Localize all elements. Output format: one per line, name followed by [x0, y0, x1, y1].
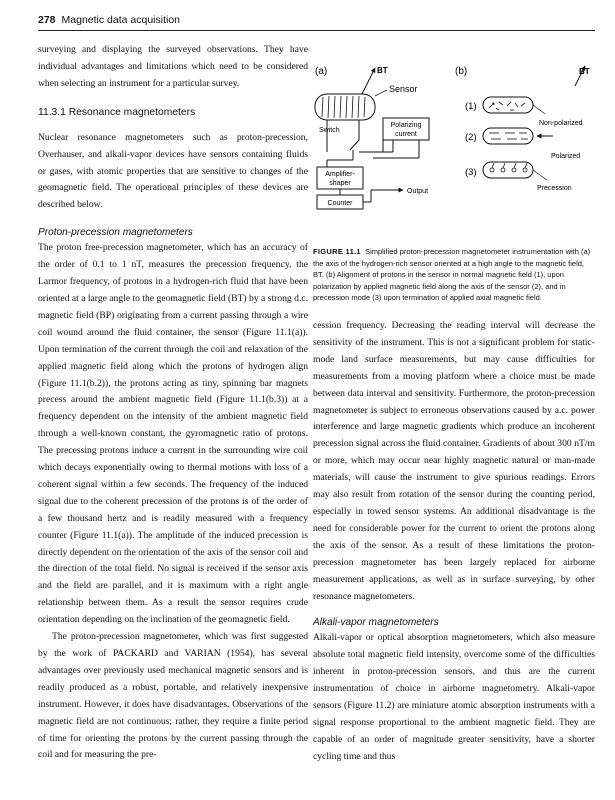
state-3-label: (3) — [465, 167, 477, 178]
running-header — [38, 14, 180, 26]
polarizing-label: Polarizing — [390, 122, 422, 129]
figure-caption — [313, 246, 595, 304]
intro-paragraph: surveying and displaying the surveyed observations. They have individual advantages and limitations which need to be considered when selecting an instrument for a particular survey. — [38, 44, 308, 89]
subheading-alkali: Alkali-vapor magnetometers — [313, 617, 439, 629]
bt-arrow-a — [362, 68, 375, 94]
section-heading: 11.3.1 Resonance magnetometers — [38, 106, 196, 118]
nonpol-leader — [533, 105, 545, 114]
sensor-state-1 — [483, 97, 533, 113]
page-number: 278 — [38, 14, 56, 26]
shaper-label: shaper — [329, 180, 351, 187]
right-column — [313, 318, 595, 766]
switch-label: Switch — [319, 127, 340, 134]
precession-label: Precession — [537, 185, 572, 192]
sensor-state-2 — [483, 128, 533, 144]
panel-a-label: (a) — [315, 66, 328, 77]
sensor-coil — [315, 94, 375, 120]
sensor-leader — [375, 90, 387, 96]
header-rule — [38, 30, 595, 31]
right-paragraph-1: cession frequency. Decreasing the reading interval will decrease the sensitivity of the instrument. This is not a significant problem for static-mode land surface measurements, but may cause difficulties for measurements from a moving platform where a choice must be made between data interval and sensitivity. Furthermore, the proton-precession magnetometer is subject to erroneous observations caused by a.c. power interference and large magnetic gradients which produce an incoherent precession signal across the fluid container. Gradients of about 300 nT/m or more, which may occur near highly magnetic natural or man-made materials, will cause the instrument to give spurious readings. Errors may also result from rotation of the sensor during the counting period, especially in towed sensor systems. An additional disadvantage is the need for considerable power for the current to orient the protons along the axis of the sensor. As a result of these limitations the proton-precession magnetometer has been largely replaced for airborne measurement applications, as well as in surface surveying, by other resonance magnetometers. — [313, 320, 595, 602]
state-1-label: (1) — [465, 101, 477, 112]
sensor-label: Sensor — [389, 84, 418, 94]
state-2-label: (2) — [465, 132, 477, 143]
left-column — [38, 42, 308, 764]
section-intro-paragraph: Nuclear resonance magnetometers such as proton-precession, Overhauser, and alkali-vapor devices have sensors containing fluids or gases, with atomic properties that are sensitive to changes of the geomagnetic field. The operational principles of these devices are described below. — [38, 131, 308, 211]
running-title: Magnetic data acquisition — [61, 14, 181, 26]
caption-label: FIGURE 11.1 — [313, 247, 361, 256]
non-polarized-label: Non-polarized — [539, 120, 583, 127]
proton-paragraph-1: The proton free-precession magnetometer, which has an accuracy of the order of 0.1 to 1 nT, measures the precession frequency, the Larmor frequency, of protons in a hydrogen-rich fluid that have been oriented at a large angle to the geomagnetic field (BT) by a strong d.c. magnetic field (BP) originating from a current passing through a wire coil wound around the fluid container, the sensor (Figure 11.1(a)). Upon termination of the current through the coil and relaxation of the applied magnetic field along which the protons of hydrogen align (Figure 11.1(b.2)), the protons acting as tiny, spinning bar magnets precess around the ambient magnetic field (Figure 11.1(b.3)) at a frequency dependent on the intensity of the ambient magnetic field through a well-known constant, the gyromagnetic ratio of protons. The precessing protons induce a current in the surrounding wire coil which decays exponentially owing to thermal motions with loss of a coherent signal within a few seconds. The frequency of the induced signal due to the coherent precession of the protons is of the order of a few thousand hertz and is readily measured with a frequency counter (Figure 11.1(a)). The amplitude of the induced precession is directly dependent on the orientation of the axis of the sensor coil and the direction of the total field. No signal is received if the sensor axis and the field are parallel, and it is maximum with a right angle relationship between them. As a result the sensor requires crude orientation depending on the inclination of the geomagnetic field. — [38, 242, 308, 626]
subheading-proton: Proton-precession magnetometers — [38, 227, 193, 239]
proton-paragraph-2: The proton-precession magnetometer, which was first suggested by the work of PACKARD and VARIAN (1954), has several advantages over previously used mechanical magnetic sensors and is readily produced as a robust, portable, and relatively inexpensive instrument. However, it does have disadvantages. Observations of the magnetic field are not continuous; rather, they require a finite period of time for orienting the protons by the current passing through the coil and for measuring the pre- — [38, 631, 308, 761]
right-paragraph-2: Alkali-vapor or optical absorption magnetometers, which also measure absolute total magnetic field intensity, overcome some of the difficulties inherent in proton-precession sensors, and thus are the current instrumentation of choice in airborne magnetometry. Alkali-vapor sensors (Figure 11.2) are miniature atomic absorption instruments with a signal response proportional to the ambient magnetic field. They are capable of an order of magnitude greater sensitivity, have a shorter cycling time and thus — [313, 632, 595, 762]
sensor-state-3 — [483, 162, 533, 178]
bt-label-a: BT — [377, 66, 388, 75]
current-label: current — [395, 131, 417, 138]
polarized-label: Polarized — [551, 153, 581, 160]
caption-text: Simplified proton-precession magnetometer instrumentation with (a) the axis of the hydrogen-rich sensor oriented at a high angle to the magnetic field, BT. (b) Alignment of protons in the sensor in normal magnetic field (1), upon polarization by applied magnetic field along the axis of the sensor (2), and in precession mode (3) upon termination of applied axial magnetic field. — [313, 247, 591, 303]
counter-label: Counter — [327, 200, 353, 207]
output-label: Output — [407, 188, 429, 195]
panel-b-label: (b) — [455, 66, 468, 77]
bt-label-b: BT — [579, 67, 590, 76]
precession-leader — [533, 170, 547, 180]
figure-11-1 — [313, 62, 595, 242]
amplifier-label: Amplifier- — [325, 171, 355, 178]
